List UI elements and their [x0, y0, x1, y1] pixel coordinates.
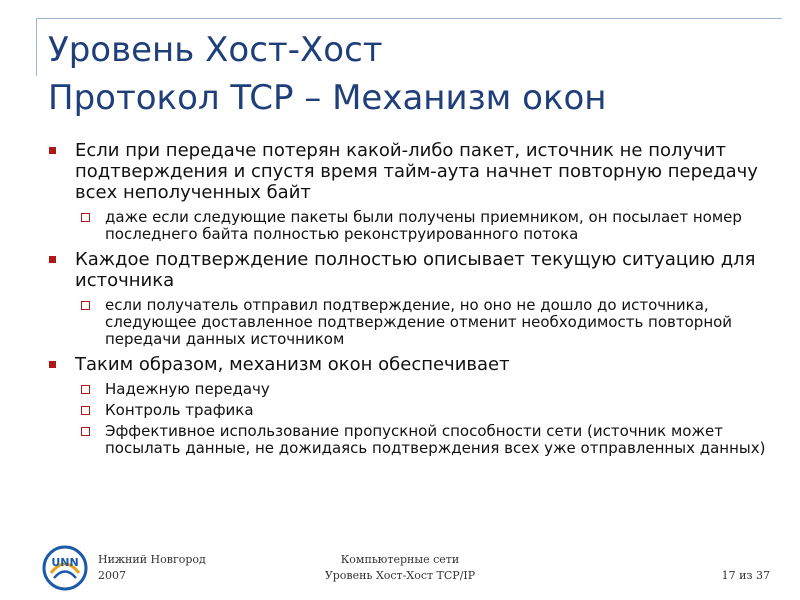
hollow-square-bullet-icon: [81, 385, 90, 394]
sub-bullet-text: даже если следующие пакеты были получены приемником, он посылает номер последнего байта полностью реконструированного потока: [105, 208, 742, 243]
slide-title: [48, 26, 607, 122]
bullet-text: Каждое подтверждение полностью описывает текущую ситуацию для источника: [75, 249, 756, 291]
sub-bullet-text: если получатель отправил подтверждение, но оно не дошло до источника, следующее доставленное подтверждение отменит необходимость повторной передачи данных источником: [105, 296, 733, 348]
header-rule: [36, 18, 782, 19]
square-bullet-icon: [49, 256, 56, 263]
bullet-text: Таким образом, механизм окон обеспечивает: [75, 354, 510, 375]
unn-logo-icon: [42, 545, 88, 591]
hollow-square-bullet-icon: [81, 406, 90, 415]
footer-city: Нижний Новгород: [98, 553, 206, 566]
sub-bullet-text: Надежную передачу: [105, 380, 270, 398]
bullet-text: Если при передаче потерян какой-либо пакет, источник не получит подтверждения и спустя время тайм-аута начнет повторную передачу всех неполученных байт: [75, 140, 758, 203]
bullet-item: [48, 354, 778, 375]
slide-title-line-1: Уровень Хост-Хост: [48, 30, 383, 70]
square-bullet-icon: [49, 361, 56, 368]
hollow-square-bullet-icon: [81, 427, 90, 436]
square-bullet-icon: [49, 147, 56, 154]
sub-bullet-item: [48, 297, 778, 348]
slide-title-line-2: Протокол TCP – Механизм окон: [48, 78, 607, 118]
footer-course: Компьютерные сети: [340, 553, 460, 566]
footer-left: [98, 552, 206, 584]
footer-topic: Уровень Хост-Хост TCP/IP: [324, 569, 476, 582]
slide-content: [48, 140, 778, 461]
hollow-square-bullet-icon: [81, 301, 90, 310]
svg-text:UNN: UNN: [51, 556, 79, 569]
footer-page-number: 17 из 37: [721, 569, 770, 582]
sub-bullet-item: [48, 381, 778, 398]
footer-year: 2007: [98, 569, 126, 582]
footer-center: [300, 552, 500, 584]
sub-bullet-item: [48, 423, 778, 457]
sub-bullet-text: Эффективное использование пропускной способности сети (источник может посылать данные, не дожидаясь подтверждения всех уже отправленных данных): [105, 422, 766, 457]
header-side-rule: [36, 18, 37, 76]
sub-bullet-item: [48, 402, 778, 419]
hollow-square-bullet-icon: [81, 213, 90, 222]
bullet-item: [48, 140, 778, 203]
sub-bullet-text: Контроль трафика: [105, 401, 254, 419]
bullet-item: [48, 249, 778, 291]
sub-bullet-item: [48, 209, 778, 243]
